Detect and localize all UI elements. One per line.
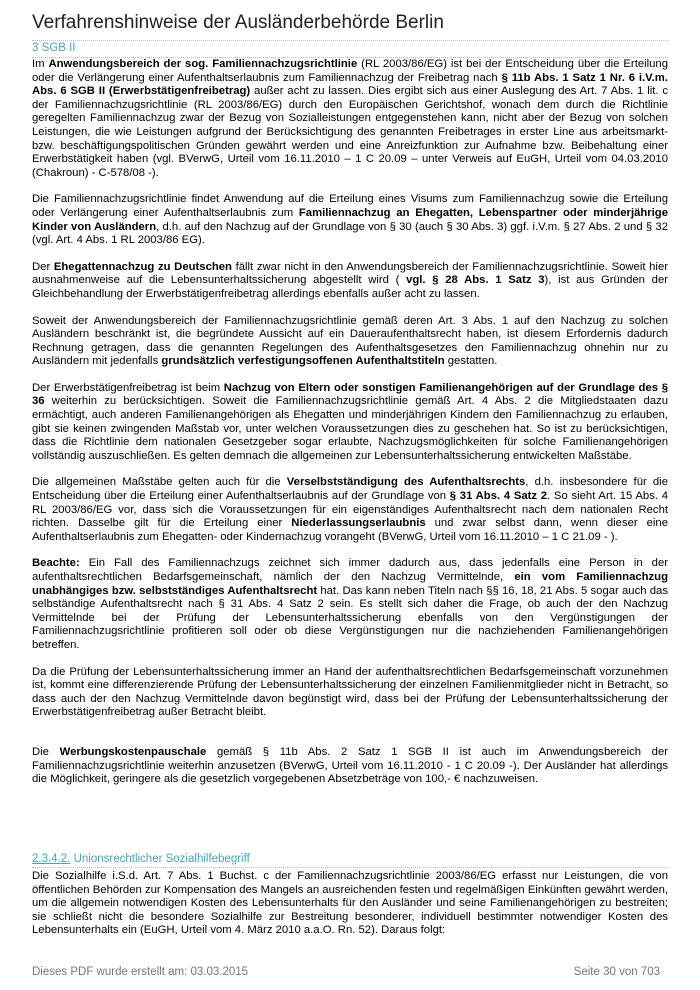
paragraph [32,58,668,180]
text-run: Soweit der Anwendungsbereich der Familiennachzugsrichtlinie gemäß deren Art. 3 Abs. 1 auf den Nachzug zu solchen Ausländern beschränkt ist, die begründete Aussicht auf ein Daueraufenthaltsrecht haben, ist diesem Erfordernis dadurch Rechnung getragen, dass die genannten Regelungen des Aufenthaltsgesetzes den Familiennachzug ohnehin nur zu Ausländern mit jedenfalls [32,314,668,368]
text-run: ), ist aus Gründen der Gleichbehandlung der Erwerbstätigenfreibetrag allerdings ebenfalls außer acht zu lassen. [32,274,668,300]
footer-created-date: Dieses PDF wurde erstellt am: 03.03.2015 [32,966,249,978]
bold-text: Ehegattennachzug zu Deutschen [53,260,232,273]
text-run: gestatten. [444,355,498,368]
text-run: und zwar selbst dann, wenn dieser eine Aufenthaltserlaubnis zum Ehegatten- oder Kindernachzug vorangeht (BVerwG, Urteil vom 16.11.2010 – 1 C 21.09 - ). [32,517,668,543]
main-content [32,58,668,800]
text-run: Die allgemeinen Maßstäbe gelten auch für die [32,476,287,489]
bold-text: Beachte: [32,557,80,570]
footer-page-number: Seite 30 von 703 [573,966,660,978]
text-run: , d.h. auf den Nachzug auf der Grundlage von § 30 (auch § 30 Abs. 3) ggf. i.V.m. § 27 Abs. 2 und § 32 (vgl. Art. 4 Abs. 1 RL 2003/86 EG). [32,220,668,247]
bold-text: vgl. § 28 Abs. 1 Satz 3 [406,274,545,287]
paragraph [32,382,668,464]
text-run: Die Familiennachzugsrichtlinie findet Anwendung auf die Erteilung eines Visums zum Familiennachzug sowie die Erteilung oder Verlängerung einer Aufenthaltserlaubnis zum [32,193,668,219]
subsection-heading [32,853,668,868]
bold-text: § 11b Abs. 1 Satz 1 Nr. 6 i.V.m. Abs. 6 SGB II (Erwerbstätigenfreibetrag) [32,71,668,98]
bold-text: Anwendungsbereich der sog. Familiennachzugsrichtlinie [48,58,358,70]
text-run: hat. Das kann neben Titeln nach §§ 16, 18, 21 Abs. 5 sogar auch das selbständige Aufenthaltsrecht nach § 31 Abs. 4 Satz 2 sein. Es stellt sich daher die Frage, ob auch der den Nachzug Vermittelnde bei der Prüfung der Lebensunterhaltssicherung ebenfalls von den Vergünstigungen der Familiennachzugsrichtlinie profitieren soll oder ob diese Vergünstigungen nur die nachziehenden Familienangehörigen betreffen. [32,584,668,651]
paragraph [32,315,668,369]
text-run: gemäß § 11b Abs. 2 Satz 1 SGB II ist auch im Anwendungsbereich der Familiennachzugsrichtlinie weiterhin anzusetzen (BVerwG, Urteil vom 16.11.2010 - 1 C 20.09 -). Der Ausländer hat allerdings die Möglichkeit, geringere als die gesetzlich vorgegebenen Absetzbeträge von 100,- € nachzuweisen. [32,745,668,786]
text-run: weiterhin zu berücksichtigen. Soweit die Familiennachzugsrichtlinie gemäß Art. 4 Abs. 2 die Mitgliedstaaten dazu ermächtigt, auch anderen Familienangehörigen als Ehegatten und minderjährigen Kindern den Familiennachzug zu erlauben, gibt sie keinen zwingenden Maßstab vor, unter welchen Voraussetzungen dies zu geschehen hat. So ist zu berücksichtigen, dass die Richtlinie dem nationalen Gesetzgeber sogar erlaubte, Nachzugsmöglichkeiten für solche Familienangehörigen vollständig auszuschließen. Es gelten demnach die allgemeinen zur Lebensunterhaltssicherung entwickelten Maßstäbe. [32,395,668,462]
text-run: Die [32,745,60,758]
text-run: außer acht zu lassen. Dies ergibt sich aus einer Auslegung des Art. 7 Abs. 1 lit. c der Familiennachzugsrichtlinie (RL 2003/86/EG) durch den Europäischen Gerichtshof, wonach dem durch die Richtlinie geregelten Familiennachzug zwar der Bezug von Sozialleistungen entgegenstehen kann, nicht aber der Bezug von solchen Leistungen, die wie Leistungen aufgrund der Berücksichtigung des genannten Freibetrages in erster Line aus arbeitsmarkt- bzw. beschäftigungspolitischen Gründen gewährt werden und eine Anreizfunktion zur Aufnahme bzw. Beibehaltung einer Erwerbstätigkeit haben (vgl. BVerwG, Urteil vom 16.11.2010 – 1 C 20.09 – unter Verweis auf EuGH, Urteil vom 04.03.2010 (Chakroun) - C-578/08 -). [32,85,668,179]
bold-text: grundsätzlich verfestigungsoffenen Aufenthaltstiteln [161,355,445,368]
text-run: Da die Prüfung der Lebensunterhaltssicherung immer an Hand der aufenthaltsrechtlichen Bedarfsgemeinschaft vorzunehmen ist, kommt eine differenzierende Prüfung der Lebensunterhaltssicherung der einzelnen Familienmitglieder nicht in Betracht, so dass auch der den Nachzug Vermittelnde davon begünstigt wird, dass bei der Prüfung der Lebensunterhaltssicherung der Erwerbstätigenfreibetrag außer Betracht bleibt. [32,665,668,719]
text-run: Ein Fall des Familiennachzugs zeichnet sich immer dadurch aus, dass jedenfalls eine Person in der aufenthaltsrechtlichen Bedarfsgemeinschaft, nämlich der den Nachzug Vermittelnde, [32,557,668,583]
text-run: , d.h. insbesondere für die Entscheidung über die Erteilung einer Aufenthaltserlaubnis auf der Grundlage von [32,476,668,503]
bold-text: Werbungskostenpauschale [59,745,207,758]
bold-text: Nachzug von Eltern oder sonstigen Familienangehörigen auf der Grundlage des § 36 [32,381,668,408]
paragraph [32,476,668,544]
text-run: (RL 2003/86/EG) ist bei der Entscheidung über die Erteilung oder die Verlängerung einer Aufenthaltserlaubnis zum Familiennachzug der Freibetrag nach [32,58,668,84]
subsection-content [32,870,668,938]
text-run: Der Erwerbstätigenfreibetrag ist beim [32,381,224,394]
paragraph [32,261,668,302]
subsection-paragraph: Die Sozialhilfe i.S.d. Art. 7 Abs. 1 Buchst. c der Familiennachzugsrichtlinie 2003/86/EG erfasst nur Leistungen, die von öffentlichen Behörden zur Kompensation des Mangels an ausreichenden festen und regelmäßigen Einkünften gewährt werden, um die allgemein notwendigen Kosten des Lebensunterhalts für den Ausländer und seine Familienangehörigen zu bestreiten; sie schließt nicht die besondere Sozialhilfe zur Bestreitung besonderer, individuell bestimmter notwendiger Kosten des Lebensunterhalts ein (EuGH, Urteil vom 4. März 2010 a.a.O. Rn. 52). Daraus folgt: [32,870,668,937]
paragraph [32,666,668,720]
bold-text: Verselbstständigung des Aufenthaltsrechts [286,476,526,489]
bold-text: Niederlassungserlaubnis [291,517,426,530]
text-run: Im [32,58,49,70]
text-run: fällt zwar nicht in den Anwendungsbereich der Familiennachzugsrichtlinie. Soweit hier ausnahmenweise auf die Lebensunterhaltssicherung abgestellt wird ( [32,260,668,287]
text-run: . So sieht Art. 15 Abs. 4 RL 2003/86/EG vor, dass sich die Voraussetzungen für ein eigenständiges Aufenthaltsrecht nach dem nationalen Recht richten. Dasselbe gilt für die Erteilung einer [32,490,668,530]
section-label: 3 SGB II [32,42,668,58]
paragraph [32,557,668,652]
paragraph [32,193,668,247]
bold-text: ein vom Familiennachzug unabhängiges bzw. selbstständiges Aufenthaltsrecht [32,571,668,597]
text-run: Der [32,260,54,273]
bold-text: § 31 Abs. 4 Satz 2 [449,490,548,503]
subsection-title: Unionsrechtlicher Sozialhilfebegriff [73,853,250,865]
paragraph [32,746,668,787]
subsection-number-link[interactable]: 2.3.4.2. [32,853,71,865]
page-title: Verfahrenshinweise der Ausländerbehörde Berlin [32,12,668,41]
bold-text: Familiennachzug an Ehegatten, Lebenspartner oder minderjährige Kinder von Ausländern [32,206,668,233]
